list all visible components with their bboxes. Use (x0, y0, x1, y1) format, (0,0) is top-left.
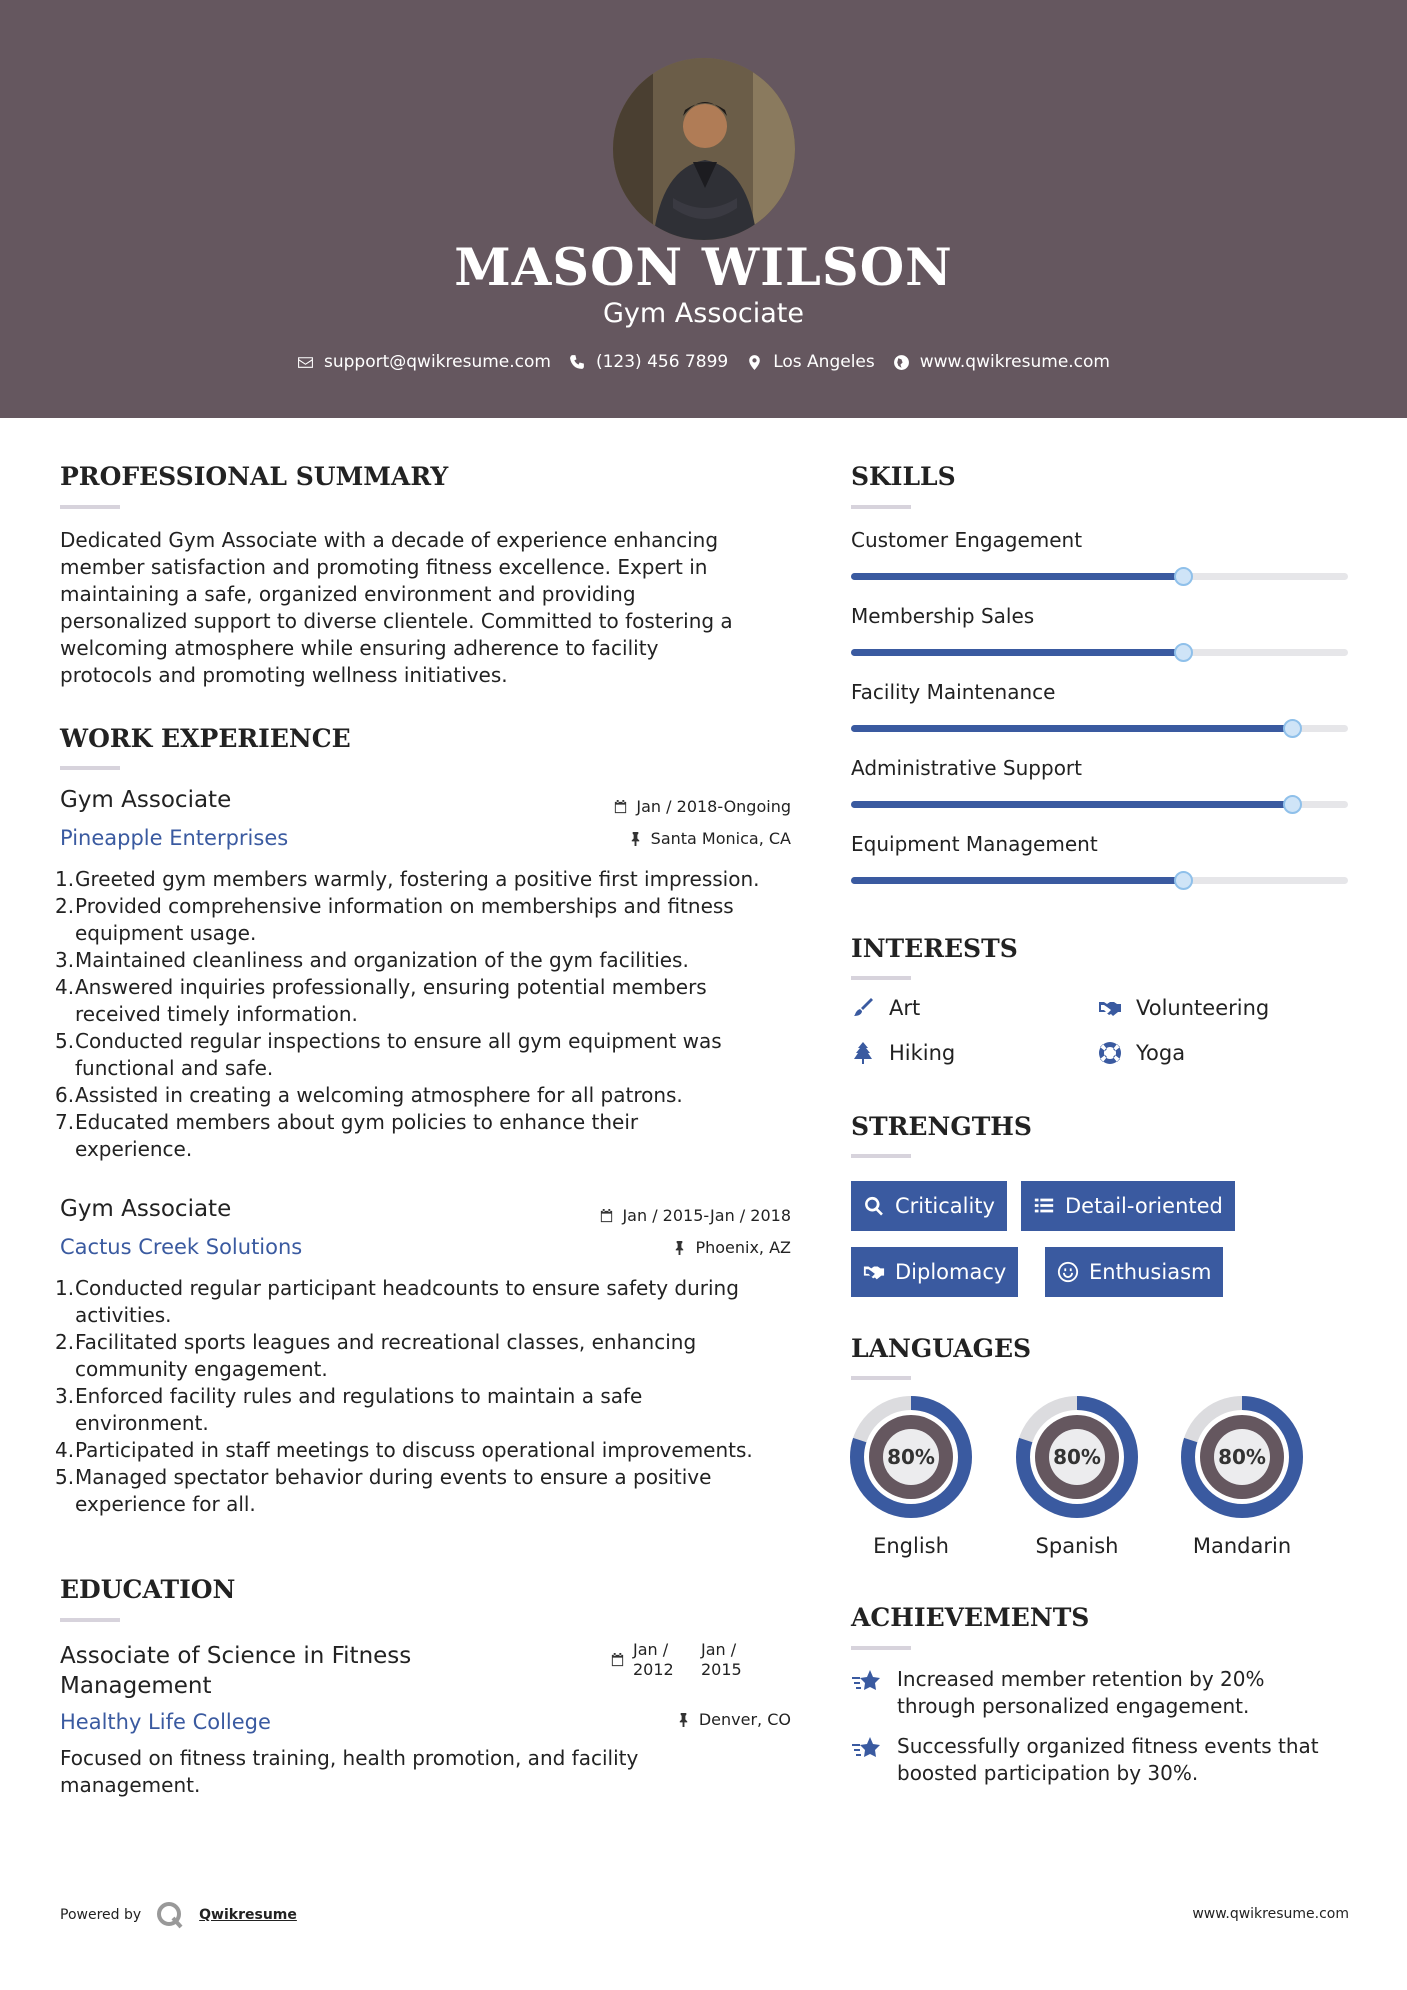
date-part: Jan / (633, 1640, 669, 1659)
item-line: Maintained cleanliness and organization of the gym facilities. (75, 948, 689, 972)
strength-label: Criticality (895, 1194, 995, 1218)
qwikresume-logo-icon (155, 1900, 185, 1930)
skill-bar-fill (851, 877, 1184, 884)
date-part: 2012 (633, 1660, 674, 1679)
handshake-icon (1098, 996, 1122, 1020)
responsibility-item (55, 1464, 795, 1518)
language-label: English (873, 1534, 949, 1558)
item-number: 2. (55, 894, 75, 918)
item-line: Participated in staff meetings to discuss operational improvements. (75, 1438, 753, 1462)
interest-label: Yoga (1136, 1041, 1186, 1065)
item-number: 4. (55, 1438, 75, 1462)
summary-heading-underline (60, 505, 120, 509)
item-line: Answered inquiries professionally, ensuring potential members (75, 975, 707, 999)
interest-art (851, 996, 920, 1020)
summary-line: maintaining a safe, organized environment and providing (60, 582, 636, 606)
education-location-text: Denver, CO (698, 1710, 791, 1729)
contact-location (746, 352, 875, 372)
lifebuoy-icon (1098, 1041, 1122, 1065)
achievement-line: Increased member retention by 20% (897, 1667, 1265, 1691)
strength-detail-oriented (1021, 1181, 1235, 1231)
footer-powered-by (60, 1900, 297, 1930)
skill-label: Membership Sales (851, 604, 1035, 628)
achievement-item (851, 1666, 1264, 1720)
education-end-date (701, 1640, 751, 1680)
contact-phone[interactable] (569, 352, 728, 372)
achievements-heading-underline (851, 1646, 911, 1650)
job-date (613, 797, 791, 816)
interest-label: Volunteering (1136, 996, 1270, 1020)
skill-bar (851, 801, 1348, 808)
skill-bar-fill (851, 573, 1184, 580)
star-badge-icon (851, 1668, 883, 1696)
location-text: Los Angeles (773, 352, 875, 372)
responsibility-item (55, 1082, 795, 1109)
item-line: received timely information. (75, 1002, 358, 1026)
item-text (75, 893, 795, 947)
map-pin-icon (746, 354, 763, 371)
education-heading: EDUCATION (60, 1575, 236, 1604)
job-responsibilities (55, 1275, 795, 1518)
item-line: activities. (75, 1303, 172, 1327)
skill-bar (851, 649, 1348, 656)
website-text: www.qwikresume.com (919, 352, 1110, 372)
responsibility-item (55, 1275, 795, 1329)
degree-title (60, 1641, 411, 1701)
job-title: Gym Associate (60, 787, 232, 813)
job-location-text: Phoenix, AZ (695, 1238, 791, 1257)
strengths-heading: STRENGTHS (851, 1112, 1032, 1141)
envelope-icon (297, 354, 314, 371)
item-number: 5. (55, 1029, 75, 1053)
globe-icon (893, 354, 910, 371)
date-part: 2015 (701, 1660, 742, 1679)
item-number: 7. (55, 1110, 75, 1134)
handshake-icon (863, 1261, 885, 1283)
responsibility-item (55, 1329, 795, 1383)
item-text (75, 1275, 795, 1329)
candidate-job-title: Gym Associate (603, 298, 804, 329)
item-line: Assisted in creating a welcoming atmosphere for all patrons. (75, 1083, 683, 1107)
responsibility-item (55, 1028, 795, 1082)
language-percent: 80% (887, 1445, 935, 1469)
pushpin-icon (628, 831, 643, 846)
skill-bar-knob (1174, 567, 1193, 586)
contact-bar (0, 352, 1407, 372)
calendar-icon (610, 1652, 625, 1667)
item-text (75, 866, 795, 893)
experience-heading: WORK EXPERIENCE (60, 724, 351, 753)
strengths-heading-underline (851, 1154, 911, 1158)
achievements-heading: ACHIEVEMENTS (851, 1603, 1090, 1632)
achievement-line: Successfully organized fitness events that (897, 1734, 1319, 1758)
list-icon (1033, 1195, 1055, 1217)
skill-label: Customer Engagement (851, 528, 1083, 552)
summary-line: member satisfaction and promoting fitness excellence. Expert in (60, 555, 708, 579)
language-ring (1181, 1396, 1303, 1518)
item-line: environment. (75, 1411, 209, 1435)
smile-icon (1057, 1261, 1079, 1283)
responsibility-item (55, 1109, 795, 1163)
education-description (60, 1745, 638, 1799)
item-text (75, 1028, 795, 1082)
item-line: functional and safe. (75, 1056, 274, 1080)
strength-label: Enthusiasm (1089, 1260, 1212, 1284)
education-heading-underline (60, 1618, 120, 1622)
education-dates (610, 1640, 751, 1680)
skill-bar-fill (851, 725, 1293, 732)
job-title: Gym Associate (60, 1196, 232, 1222)
item-line: Provided comprehensive information on memberships and fitness (75, 894, 734, 918)
search-icon (863, 1195, 885, 1217)
responsibility-item (55, 974, 795, 1028)
phone-icon (569, 354, 586, 371)
calendar-icon (613, 799, 628, 814)
skill-bar-fill (851, 649, 1184, 656)
job-location (672, 1238, 791, 1257)
strength-diplomacy (851, 1247, 1018, 1297)
star-badge-icon (851, 1735, 883, 1763)
item-number: 3. (55, 1384, 75, 1408)
description-line: Focused on fitness training, health promotion, and facility (60, 1746, 639, 1770)
item-line: Conducted regular participant headcounts to ensure safety during (75, 1276, 739, 1300)
skill-label: Equipment Management (851, 832, 1098, 856)
achievement-line: boosted participation by 30%. (897, 1761, 1199, 1785)
item-line: Conducted regular inspections to ensure all gym equipment was (75, 1029, 722, 1053)
skill-bar (851, 573, 1348, 580)
footer-website[interactable]: www.qwikresume.com (1192, 1906, 1349, 1922)
school-name: Healthy Life College (60, 1710, 271, 1734)
qwikresume-link[interactable]: Qwikresume (199, 1907, 297, 1923)
language-mandarin (1181, 1396, 1303, 1558)
description-line: management. (60, 1773, 201, 1797)
responsibility-item (55, 1437, 795, 1464)
item-line: equipment usage. (75, 921, 257, 945)
contact-website[interactable] (893, 352, 1110, 372)
summary-line: personalized support to diverse clientele. Committed to fostering a (60, 609, 733, 633)
responsibility-item (55, 1383, 795, 1437)
calendar-icon (599, 1208, 614, 1223)
strength-label: Detail-oriented (1065, 1194, 1223, 1218)
skill-bar (851, 877, 1348, 884)
summary-text (60, 527, 733, 689)
skill-bar-fill (851, 801, 1293, 808)
pushpin-icon (676, 1712, 691, 1727)
degree-line: Management (60, 1673, 212, 1699)
summary-heading: PROFESSIONAL SUMMARY (60, 462, 449, 491)
skills-heading-underline (851, 505, 911, 509)
job-date-text: Jan / 2015-Jan / 2018 (622, 1206, 791, 1225)
responsibility-item (55, 947, 795, 974)
skill-bar (851, 725, 1348, 732)
responsibility-item (55, 893, 795, 947)
email-text: support@qwikresume.com (324, 352, 551, 372)
achievement-text (897, 1666, 1264, 1720)
skill-bar-knob (1174, 643, 1193, 662)
item-number: 1. (55, 867, 75, 891)
language-label: Mandarin (1192, 1534, 1292, 1558)
skill-bar-knob (1283, 719, 1302, 738)
item-number: 3. (55, 948, 75, 972)
tree-icon (851, 1041, 875, 1065)
interest-volunteering (1098, 996, 1269, 1020)
item-text (75, 947, 795, 974)
experience-heading-underline (60, 766, 120, 770)
item-line: Facilitated sports leagues and recreational classes, enhancing (75, 1330, 697, 1354)
item-line: experience for all. (75, 1492, 256, 1516)
job-date-text: Jan / 2018-Ongoing (636, 797, 791, 816)
item-line: community engagement. (75, 1357, 328, 1381)
item-text (75, 1329, 795, 1383)
company-name: Pineapple Enterprises (60, 826, 289, 850)
item-line: Managed spectator behavior during events to ensure a positive (75, 1465, 712, 1489)
interest-hiking (851, 1041, 955, 1065)
skills-heading: SKILLS (851, 462, 956, 491)
item-text (75, 1383, 795, 1437)
strength-criticality (851, 1181, 1007, 1231)
skill-bar-knob (1283, 795, 1302, 814)
item-line: Greeted gym members warmly, fostering a positive first impression. (75, 867, 760, 891)
item-text (75, 1082, 795, 1109)
item-number: 4. (55, 975, 75, 999)
achievement-item (851, 1733, 1319, 1787)
skill-bar-knob (1174, 871, 1193, 890)
job-location (628, 829, 791, 848)
degree-line: Associate of Science in Fitness (60, 1643, 412, 1669)
education-start-date (633, 1640, 693, 1680)
item-text (75, 1464, 795, 1518)
item-text (75, 1109, 795, 1163)
education-location (676, 1710, 791, 1729)
responsibility-item (55, 866, 795, 893)
summary-line: welcoming atmosphere while ensuring adherence to facility (60, 636, 659, 660)
language-label: Spanish (1035, 1534, 1119, 1558)
item-number: 1. (55, 1276, 75, 1300)
skill-label: Facility Maintenance (851, 680, 1056, 704)
interests-heading: INTERESTS (851, 934, 1018, 963)
job-date (599, 1206, 791, 1225)
phone-text: (123) 456 7899 (595, 352, 729, 372)
strength-label: Diplomacy (895, 1260, 1007, 1284)
contact-email[interactable] (297, 352, 551, 372)
candidate-name: MASON WILSON (454, 238, 953, 298)
language-ring (1016, 1396, 1138, 1518)
language-ring (850, 1396, 972, 1518)
resume-header (0, 0, 1407, 418)
item-text (75, 1437, 795, 1464)
paintbrush-icon (851, 996, 875, 1020)
interests-heading-underline (851, 976, 911, 980)
job-location-text: Santa Monica, CA (650, 829, 791, 848)
summary-line: protocols and promoting wellness initiatives. (60, 663, 508, 687)
pushpin-icon (672, 1240, 687, 1255)
language-spanish (1016, 1396, 1138, 1558)
item-number: 6. (55, 1083, 75, 1107)
profile-photo (613, 58, 795, 240)
languages-heading-underline (851, 1376, 911, 1380)
item-line: Educated members about gym policies to enhance their (75, 1110, 639, 1134)
company-name: Cactus Creek Solutions (60, 1235, 303, 1259)
interest-yoga (1098, 1041, 1185, 1065)
item-line: experience. (75, 1137, 193, 1161)
skill-label: Administrative Support (851, 756, 1082, 780)
interest-label: Art (889, 996, 921, 1020)
summary-line: Dedicated Gym Associate with a decade of experience enhancing (60, 528, 719, 552)
item-line: Enforced facility rules and regulations to maintain a safe (75, 1384, 643, 1408)
interest-label: Hiking (889, 1041, 956, 1065)
language-percent: 80% (1218, 1445, 1266, 1469)
item-number: 2. (55, 1330, 75, 1354)
item-number: 5. (55, 1465, 75, 1489)
item-text (75, 974, 795, 1028)
job-responsibilities (55, 866, 795, 1163)
strength-enthusiasm (1045, 1247, 1223, 1297)
achievement-line: through personalized engagement. (897, 1694, 1250, 1718)
powered-by-text: Powered by (60, 1907, 142, 1923)
languages-heading: LANGUAGES (851, 1334, 1032, 1363)
achievement-text (897, 1733, 1319, 1787)
language-percent: 80% (1053, 1445, 1101, 1469)
date-part: Jan / (701, 1640, 737, 1659)
language-english (850, 1396, 972, 1558)
